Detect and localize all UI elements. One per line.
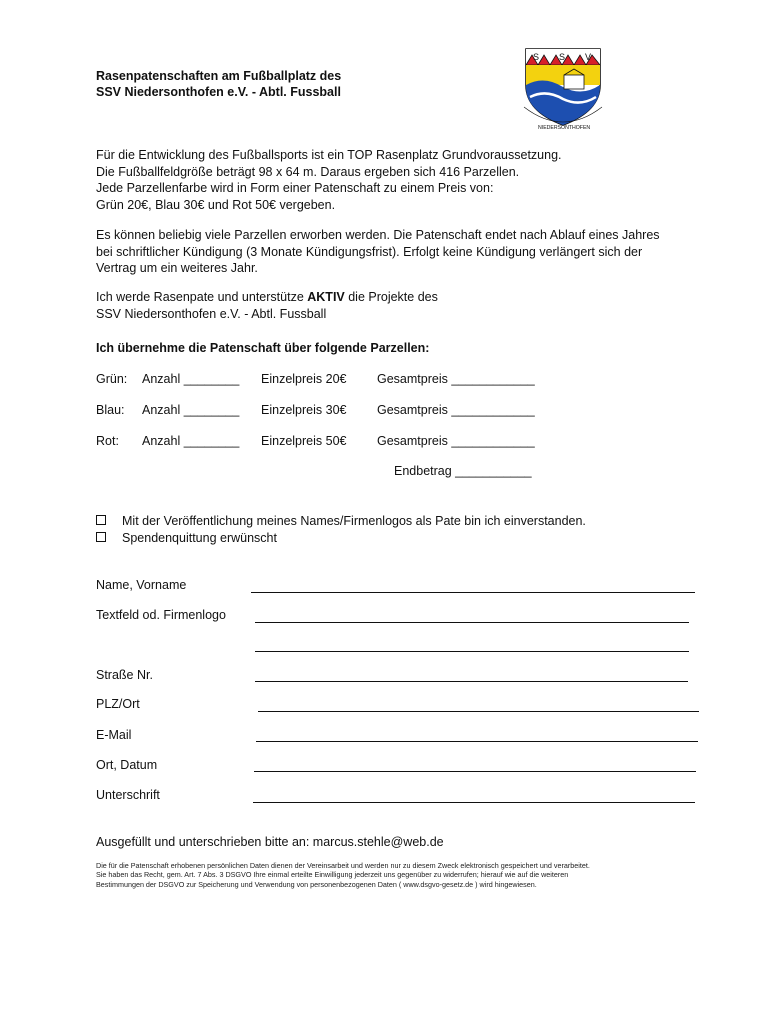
terms-line: bei schriftlicher Kündigung (3 Monate Kündigungsfrist). Erfolgt keine Kündigung verlängert sich der — [96, 244, 643, 259]
title-line-1: Rasenpatenschaften am Fußballplatz des — [96, 69, 342, 83]
support-line-1 — [96, 289, 756, 306]
privacy-notice — [96, 861, 736, 889]
checkbox-icon[interactable] — [96, 532, 106, 542]
order-row-color: Grün: — [96, 372, 128, 386]
support-paragraph — [96, 289, 756, 322]
support-bold-text: AKTIV — [307, 290, 345, 304]
consent-checkbox-label: Mit der Veröffentlichung meines Names/Firmenlogos als Pate bin ich einverstanden. — [122, 514, 586, 528]
support-line-2: SSV Niedersonthofen e.V. - Abtl. Fussball — [96, 306, 327, 321]
consent-checkbox-row[interactable] — [96, 514, 586, 528]
order-row-unit-price: Einzelpreis 50€ — [261, 434, 347, 448]
terms-paragraph — [96, 227, 756, 277]
intro-line: Jede Parzellenfarbe wird in Form einer Patenschaft zu einem Preis von: — [96, 181, 494, 195]
logo-text-field-label: Textfeld od. Firmenlogo — [96, 608, 226, 622]
receipt-checkbox-row[interactable] — [96, 531, 277, 545]
name-field-label: Name, Vorname — [96, 578, 187, 592]
club-logo — [516, 45, 610, 131]
logo-letter-s1: S — [533, 52, 540, 62]
order-heading: Ich übernehme die Patenschaft über folgende Parzellen: — [96, 341, 430, 355]
end-amount[interactable]: Endbetrag ___________ — [394, 464, 532, 478]
logo-text-field-2[interactable] — [255, 651, 689, 652]
logo-letter-v: V — [585, 52, 592, 62]
order-row-total[interactable]: Gesamtpreis ____________ — [377, 403, 535, 417]
terms-line: Es können beliebig viele Parzellen erworben werden. Die Patenschaft endet nach Ablauf eines Jahres — [96, 228, 660, 242]
order-row-unit-price: Einzelpreis 20€ — [261, 372, 347, 386]
place-date-field-label: Ort, Datum — [96, 758, 158, 772]
signature-field[interactable] — [253, 802, 695, 803]
intro-line: Grün 20€, Blau 30€ und Rot 50€ vergeben. — [96, 197, 336, 212]
support-text: Ich werde Rasenpate und unterstütze — [96, 290, 308, 304]
zip-city-field-label: PLZ/Ort — [96, 697, 140, 711]
intro-line: Die Fußballfeldgröße beträgt 98 x 64 m. Daraus ergeben sich 416 Parzellen. — [96, 164, 520, 179]
checkbox-icon[interactable] — [96, 515, 106, 525]
privacy-line: Sie haben das Recht, gem. Art. 7 Abs. 3 DSGVO Ihre einmal erteilte Einwilligung jederzeit uns gegenüber zu widerrufen; hierauf wie auf die weiteren — [96, 870, 569, 880]
document-title — [96, 68, 341, 100]
privacy-line: Die für die Patenschaft erhobenen persönlichen Daten dienen der Vereinsarbeit und werden nur zu diesem Zweck elektronisch gespeichert und verarbeitet. — [96, 861, 590, 870]
order-row-color: Rot: — [96, 434, 119, 448]
terms-line: Vertrag um ein weiteres Jahr. — [96, 261, 258, 275]
send-to-instruction: Ausgefüllt und unterschrieben bitte an: marcus.stehle@web.de — [96, 835, 444, 849]
receipt-checkbox-label: Spendenquittung erwünscht — [122, 531, 277, 545]
order-row-color: Blau: — [96, 403, 125, 417]
signature-field-label: Unterschrift — [96, 788, 160, 802]
order-row-total[interactable]: Gesamtpreis ____________ — [377, 372, 535, 386]
order-row-quantity[interactable]: Anzahl ________ — [142, 372, 240, 386]
place-date-field[interactable] — [254, 771, 696, 772]
logo-ring-text: NIEDERSONTHOFEN — [538, 125, 591, 131]
intro-line: Für die Entwicklung des Fußballsports ist ein TOP Rasenplatz Grundvoraussetzung. — [96, 148, 562, 162]
privacy-line: Bestimmungen der DSGVO zur Speicherung und Verwendung von personenbezogenen Daten ( www.dsgvo-gesetz.de ) wird hingewiesen. — [96, 879, 537, 889]
email-field-label: E-Mail — [96, 728, 132, 742]
club-crest-icon — [516, 45, 610, 131]
title-line-2: SSV Niedersonthofen e.V. - Abtl. Fussball — [96, 85, 341, 99]
order-row-unit-price: Einzelpreis 30€ — [261, 403, 347, 417]
order-row-quantity[interactable]: Anzahl ________ — [142, 403, 240, 417]
logo-letter-s2: S — [559, 52, 566, 62]
zip-city-field[interactable] — [258, 711, 699, 712]
street-field[interactable] — [255, 681, 688, 682]
name-field[interactable] — [251, 592, 695, 593]
email-field[interactable] — [256, 741, 698, 742]
intro-paragraph — [96, 147, 756, 213]
street-field-label: Straße Nr. — [96, 668, 153, 682]
support-text: die Projekte des — [344, 290, 438, 304]
order-row-quantity[interactable]: Anzahl ________ — [142, 434, 240, 448]
order-row-total[interactable]: Gesamtpreis ____________ — [377, 434, 535, 448]
logo-text-field[interactable] — [255, 622, 689, 623]
